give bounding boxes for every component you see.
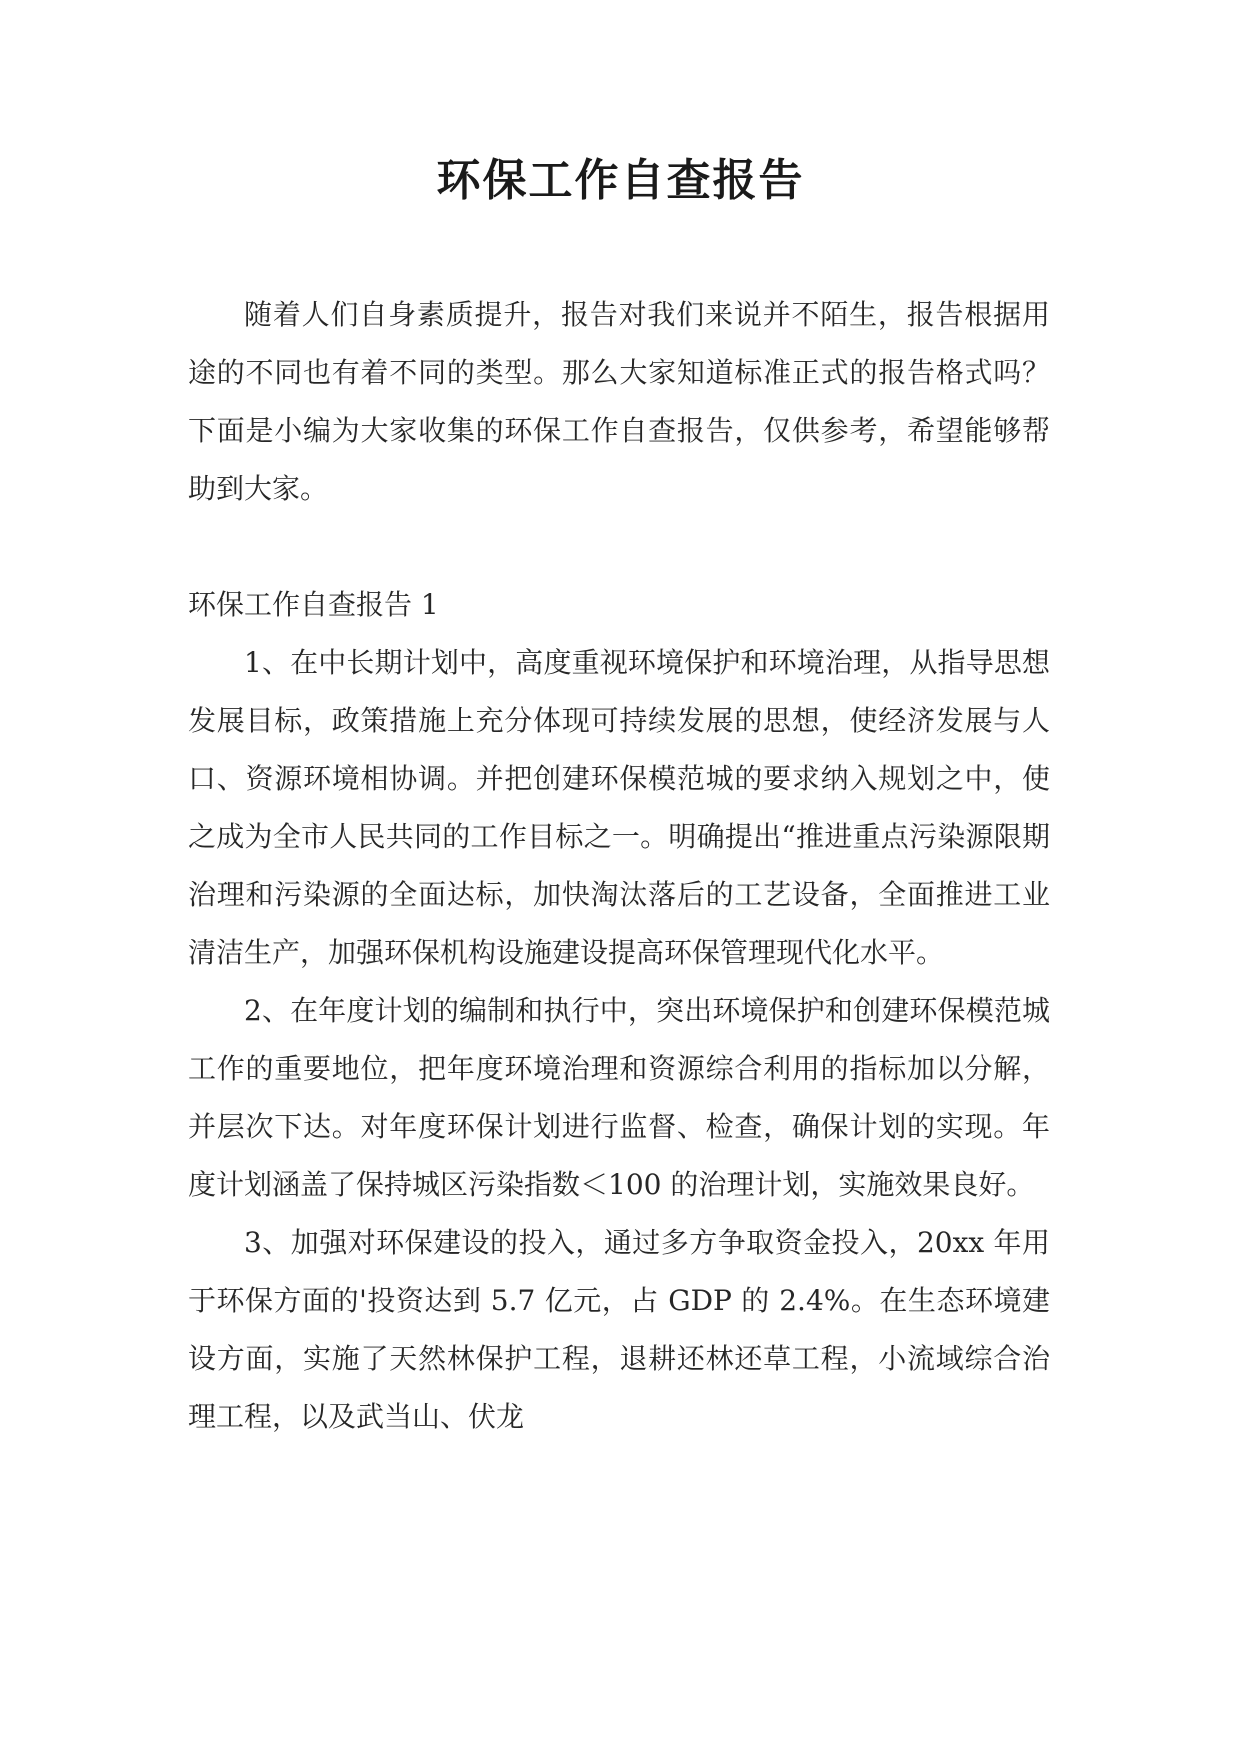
paragraph-spacer (188, 518, 1050, 576)
document-title: 环保工作自查报告 (436, 155, 805, 206)
document-body (188, 286, 1050, 1446)
body-paragraph-2: 2、在年度计划的编制和执行中，突出环境保护和创建环保模范城工作的重要地位，把年度环境治理和资源综合利用的指标加以分解，并层次下达。对年度环保计划进行监督、检查，确保计划的实现。年度计划涵盖了保持城区污染指数＜100 的治理计划，实施效果良好。 (188, 994, 1050, 1201)
intro-paragraph: 随着人们自身素质提升，报告对我们来说并不陌生，报告根据用途的不同也有着不同的类型。那么大家知道标准正式的报告格式吗？下面是小编为大家收集的环保工作自查报告，仅供参考，希望能够帮助到大家。 (188, 298, 1050, 505)
body-paragraph-1: 1、在中长期计划中，高度重视环境保护和环境治理，从指导思想发展目标，政策措施上充分体现可持续发展的思想，使经济发展与人口、资源环境相协调。并把创建环保模范城的要求纳入规划之中，使之成为全市人民共同的工作目标之一。明确提出“推进重点污染源限期治理和污染源的全面达标，加快淘汰落后的工艺设备，全面推进工业清洁生产，加强环保机构设施建设提高环保管理现代化水平。 (188, 646, 1050, 969)
body-paragraph-3: 3、加强对环保建设的投入，通过多方争取资金投入，20xx 年用于环保方面的'投资达到 5.7 亿元，占 GDP 的 2.4%。在生态环境建设方面，实施了天然林保护工程，退耕还林还草工程，小流域综合治理工程，以及武当山、伏龙 (188, 1226, 1050, 1433)
section-heading: 环保工作自查报告 1 (188, 588, 439, 621)
